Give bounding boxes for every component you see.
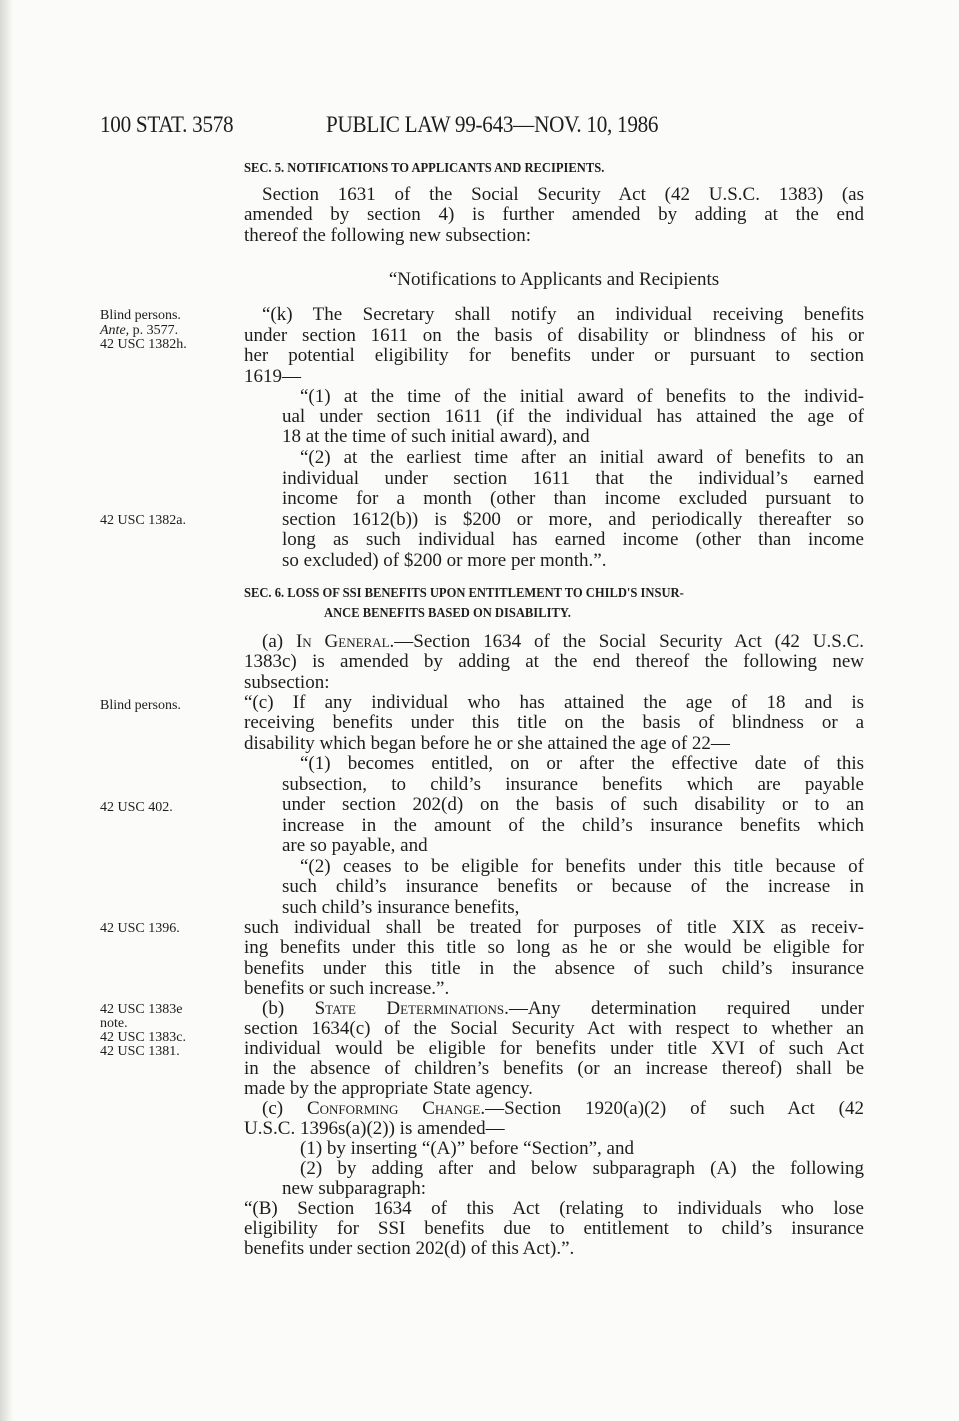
text-line: [282, 426, 590, 448]
line-text: such child’s insurance benefits,: [282, 897, 520, 918]
line-text: —Section 1634 of the Social Security Act (42 U.S.C.: [394, 631, 864, 652]
line-text: subsection:: [244, 672, 330, 693]
line-text: benefits under this title in the absence of such child’s insurance: [244, 958, 864, 979]
text-line: [300, 753, 864, 775]
margin-note-text: Ante,: [100, 323, 130, 338]
text-line: [282, 815, 864, 837]
sec6-heading-line1: SEC. 6. LOSS OF SSI BENEFITS UPON ENTITLEMENT TO CHILD'S INSUR-: [244, 585, 684, 600]
text-line: [244, 345, 864, 367]
text-line: [244, 1238, 574, 1260]
line-text: amended by section 4) is further amended by adding at the end: [244, 204, 864, 225]
text-line: [300, 1138, 634, 1160]
line-text: “(2) ceases to be eligible for benefits under this title because of: [300, 856, 864, 877]
line-text: —Section 1920(a)(2) of such Act (42: [485, 1098, 864, 1119]
line-text: benefits or such increase.”.: [244, 978, 450, 999]
line-text: her potential eligibility for benefits under or pursuant to section: [244, 345, 864, 366]
paragraph-label: (a): [262, 631, 296, 652]
line-text: thereof the following new subsection:: [244, 225, 532, 246]
line-text: are so payable, and: [282, 835, 428, 856]
line-text: Section 1631 of the Social Security Act (42 U.S.C. 1383) (as: [262, 184, 864, 205]
line-text: individual under section 1611 that the individual’s earned: [282, 468, 864, 489]
line-text: 1383c) is amended by adding at the end thereof the following new: [244, 651, 864, 672]
margin-note: [100, 323, 178, 338]
paragraph-label: (c): [262, 1098, 307, 1119]
margin-note: [100, 1030, 186, 1045]
paragraph-heading: In General.: [295, 631, 395, 652]
margin-note-text: 42 USC 1396.: [100, 921, 180, 936]
text-line: [282, 1178, 426, 1200]
line-text: (2) by adding after and below subparagraph (A) the following: [300, 1158, 864, 1179]
margin-note: [100, 800, 173, 815]
line-text: “(B) Section 1634 of this Act (relating to individuals who lose: [244, 1198, 864, 1219]
line-text: “(k) The Secretary shall notify an individual receiving benefits: [262, 304, 864, 325]
text-line: [262, 304, 864, 326]
text-line: [244, 225, 531, 247]
margin-note-rest: p. 3577.: [129, 323, 179, 338]
text-line: [300, 386, 864, 408]
text-line: [244, 672, 330, 694]
margin-note: [100, 513, 186, 528]
text-line: [244, 958, 864, 980]
line-text: benefits under section 202(d) of this Act).”.: [244, 1238, 575, 1259]
text-line: [282, 509, 864, 531]
paragraph-heading: State Determinations.: [314, 998, 509, 1019]
line-text: —Any determination required under: [508, 998, 864, 1019]
text-line: [300, 447, 864, 469]
text-line: [244, 1018, 864, 1040]
text-line: [244, 733, 730, 755]
margin-note-text: note.: [100, 1016, 128, 1031]
text-line: [262, 631, 864, 653]
line-text: ing benefits under this title so long as he or she would be eligible for: [244, 937, 864, 958]
line-text: individual would be eligible for benefits under title XVI of such Act: [244, 1038, 864, 1059]
line-text: under section 202(d) on the basis of such disability or to an: [282, 794, 864, 815]
line-text: so excluded) of $200 or more per month.”.: [282, 550, 607, 571]
paragraph-heading: Conforming Change.: [306, 1098, 486, 1119]
line-text: 18 at the time of such initial award), and: [282, 426, 590, 447]
text-line: [262, 184, 864, 206]
line-text: “(1) at the time of the initial award of benefits to the individ-: [300, 386, 864, 407]
page-stat-number: 100 STAT. 3578: [100, 112, 234, 137]
text-line: [300, 1158, 864, 1180]
margin-note-text: Blind persons.: [100, 698, 181, 713]
margin-note-text: 42 USC 1383c.: [100, 1030, 186, 1045]
line-text: U.S.C. 1396s(a)(2)) is amended—: [244, 1118, 505, 1139]
line-text: subsection, to child’s insurance benefits which are payable: [282, 774, 864, 795]
margin-note: [100, 698, 181, 713]
text-line: [244, 204, 864, 226]
text-line: [282, 488, 864, 510]
line-text: ual under section 1611 (if the individual has attained the age of: [282, 406, 864, 427]
margin-note: [100, 337, 187, 352]
scan-edge-shadow: [0, 0, 14, 1421]
text-line: [244, 712, 864, 734]
text-line: [262, 998, 864, 1020]
text-line: [244, 937, 864, 959]
sec5-heading: SEC. 5. NOTIFICATIONS TO APPLICANTS AND RECIPIENTS.: [244, 160, 605, 175]
line-text: income for a month (other than income excluded pursuant to: [282, 488, 864, 509]
line-text: “(1) becomes entitled, on or after the effective date of this: [300, 753, 864, 774]
text-line: [244, 1218, 864, 1240]
text-line: [244, 1118, 505, 1140]
text-line: [282, 774, 864, 796]
line-text: eligibility for SSI benefits due to entitlement to child’s insurance: [244, 1218, 864, 1239]
sec6-heading-line2: ANCE BENEFITS BASED ON DISABILITY.: [324, 605, 571, 620]
line-text: “(2) at the earliest time after an initial award of benefits to an: [300, 447, 864, 468]
margin-note: [100, 921, 180, 936]
margin-note-text: 42 USC 1382h.: [100, 337, 187, 352]
text-line: [244, 1038, 864, 1060]
text-line: [244, 1198, 864, 1220]
text-line: [282, 529, 864, 551]
line-text: section 1612(b)) is $200 or more, and periodically thereafter so: [282, 509, 864, 530]
text-line: [282, 406, 864, 428]
text-line: [244, 366, 301, 388]
line-text: “(c) If any individual who has attained the age of 18 and is: [244, 692, 864, 713]
margin-note: [100, 1044, 180, 1059]
line-text: long as such individual has earned income (other than income: [282, 529, 864, 550]
running-head: PUBLIC LAW 99-643—NOV. 10, 1986: [326, 112, 659, 137]
text-line: [282, 468, 864, 490]
margin-note-text: 42 USC 402.: [100, 800, 173, 815]
line-text: (1) by inserting “(A)” before “Section”, and: [300, 1138, 634, 1159]
margin-note-text: 42 USC 1383e: [100, 1002, 183, 1017]
text-line: [282, 876, 864, 898]
line-text: under section 1611 on the basis of disability or blindness of his or: [244, 325, 864, 346]
text-line: [244, 692, 864, 714]
text-line: [262, 1098, 864, 1120]
margin-note: [100, 1016, 128, 1031]
text-line: [244, 917, 864, 939]
line-text: made by the appropriate State agency.: [244, 1078, 533, 1099]
line-text: such child’s insurance benefits or because of the increase in: [282, 876, 864, 897]
text-line: [300, 856, 864, 878]
text-line: [282, 897, 519, 919]
margin-note-text: Blind persons.: [100, 308, 181, 323]
line-text: in the absence of children’s benefits (or an increase thereof) shall be: [244, 1058, 864, 1079]
text-line: [282, 794, 864, 816]
text-line: [244, 1058, 864, 1080]
margin-note-text: 42 USC 1382a.: [100, 513, 186, 528]
margin-note: [100, 1002, 182, 1017]
line-text: new subparagraph:: [282, 1178, 427, 1199]
line-text: 1619—: [244, 366, 301, 387]
line-text: increase in the amount of the child’s insurance benefits which: [282, 815, 864, 836]
text-line: [244, 325, 864, 347]
text-line: [244, 978, 449, 1000]
line-text: such individual shall be treated for purposes of title XIX as receiv-: [244, 917, 864, 938]
line-text: receiving benefits under this title on the basis of blindness or a: [244, 712, 864, 733]
text-line: [282, 550, 607, 572]
line-text: section 1634(c) of the Social Security Act with respect to whether an: [244, 1018, 864, 1039]
paragraph-label: (b): [262, 998, 315, 1019]
margin-note: [100, 308, 181, 323]
text-line: [244, 651, 864, 673]
subsection-title: “Notifications to Applicants and Recipients: [388, 269, 720, 290]
line-text: disability which began before he or she attained the age of 22—: [244, 733, 730, 754]
margin-note-text: 42 USC 1381.: [100, 1044, 180, 1059]
text-line: [244, 1078, 533, 1100]
text-line: [282, 835, 428, 857]
